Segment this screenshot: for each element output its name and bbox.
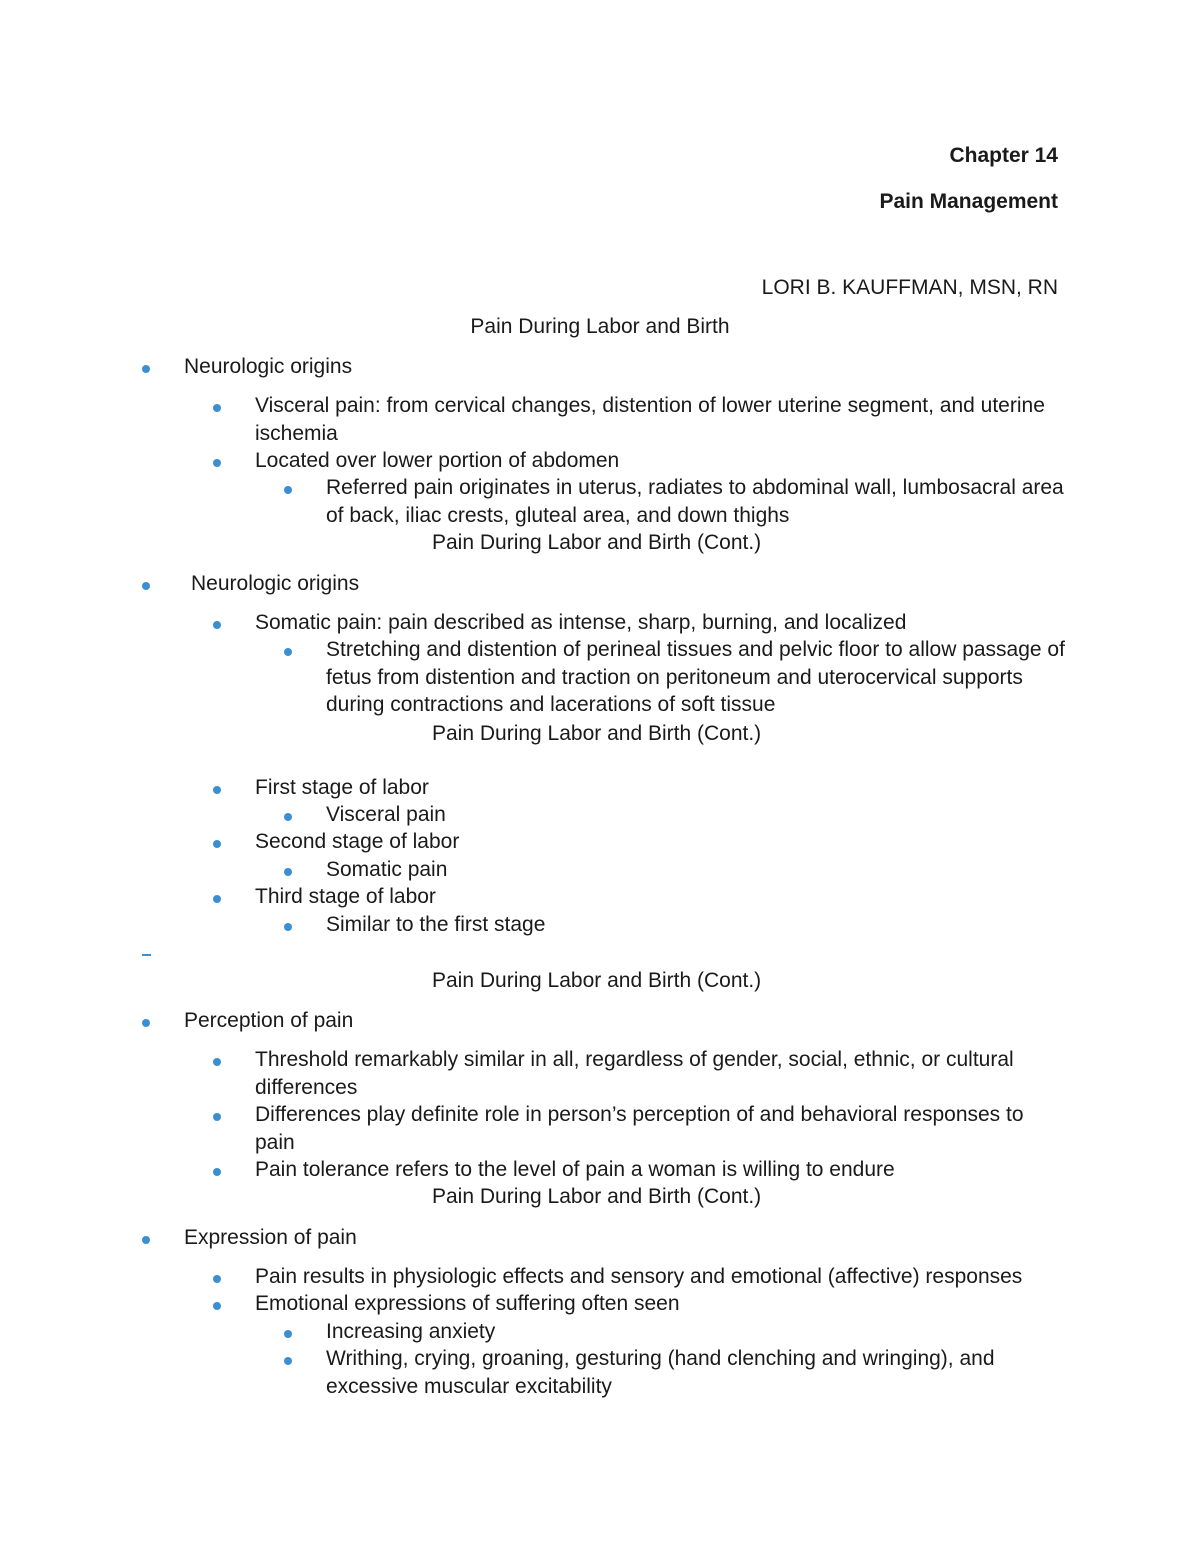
list-item: Stretching and distention of perineal tissues and pelvic floor to allow passage of fetus from distention and traction on peritoneum and uterocervical supports during contractions and lacerations of soft tissue [326,638,1065,716]
bullet-icon [284,1357,292,1365]
author-line: LORI B. KAUFFMAN, MSN, RN [761,276,1058,299]
list-item: Differences play definite role in person’s perception of and behavioral responses to pain [255,1103,1024,1154]
list-item: Visceral pain: from cervical changes, distention of lower uterine segment, and uterine ischemia [255,394,1045,445]
list-item: Referred pain originates in uterus, radiates to abdominal wall, lumbosacral area of back, iliac crests, gluteal area, and down thighs [326,476,1064,527]
list-item: Located over lower portion of abdomen [255,449,620,472]
bullet-icon [284,868,292,876]
list-item: Neurologic origins [184,355,353,378]
bullet-icon [213,1168,221,1176]
subject-heading: Pain Management [879,190,1058,213]
list-item: Perception of pain [184,1009,354,1032]
section-title: Pain During Labor and Birth (Cont.) [432,531,762,554]
bullet-icon [284,813,292,821]
list-item: Pain results in physiologic effects and sensory and emotional (affective) responses [255,1265,1023,1288]
bullet-icon [213,1113,221,1121]
section-title: Pain During Labor and Birth (Cont.) [432,1185,762,1208]
list-item: First stage of labor [255,776,429,799]
list-item: Increasing anxiety [326,1320,496,1343]
bullet-icon [213,895,221,903]
section-title: Pain During Labor and Birth [470,315,730,338]
list-item: Somatic pain [326,858,448,881]
bullet-icon [213,1302,221,1310]
list-item: Expression of pain [184,1226,357,1249]
bullet-icon [142,365,150,373]
chapter-heading: Chapter 14 [949,144,1058,167]
list-item: Threshold remarkably similar in all, regardless of gender, social, ethnic, or cultural differences [255,1048,1014,1099]
dash-marker-icon [142,954,151,956]
list-item: Second stage of labor [255,830,460,853]
section-title: Pain During Labor and Birth (Cont.) [432,969,762,992]
bullet-icon [213,459,221,467]
bullet-icon [213,840,221,848]
bullet-icon [284,648,292,656]
bullet-icon [213,621,221,629]
list-item: Visceral pain [326,803,446,826]
bullet-icon [284,923,292,931]
bullet-icon [142,582,150,590]
bullet-icon [142,1019,150,1027]
list-item: Third stage of labor [255,885,436,908]
bullet-icon [142,1236,150,1244]
bullet-icon [284,486,292,494]
list-item: Writhing, crying, groaning, gesturing (hand clenching and wringing), and excessive muscular excitability [326,1347,995,1398]
bullet-icon [213,786,221,794]
section-title: Pain During Labor and Birth (Cont.) [432,722,762,745]
list-item: Neurologic origins [191,572,360,595]
bullet-icon [213,1058,221,1066]
bullet-icon [213,404,221,412]
list-item: Somatic pain: pain described as intense, sharp, burning, and localized [255,611,907,634]
list-item: Emotional expressions of suffering often seen [255,1292,680,1315]
bullet-icon [213,1275,221,1283]
bullet-icon [284,1330,292,1338]
list-item: Similar to the first stage [326,913,546,936]
list-item: Pain tolerance refers to the level of pain a woman is willing to endure [255,1158,895,1181]
